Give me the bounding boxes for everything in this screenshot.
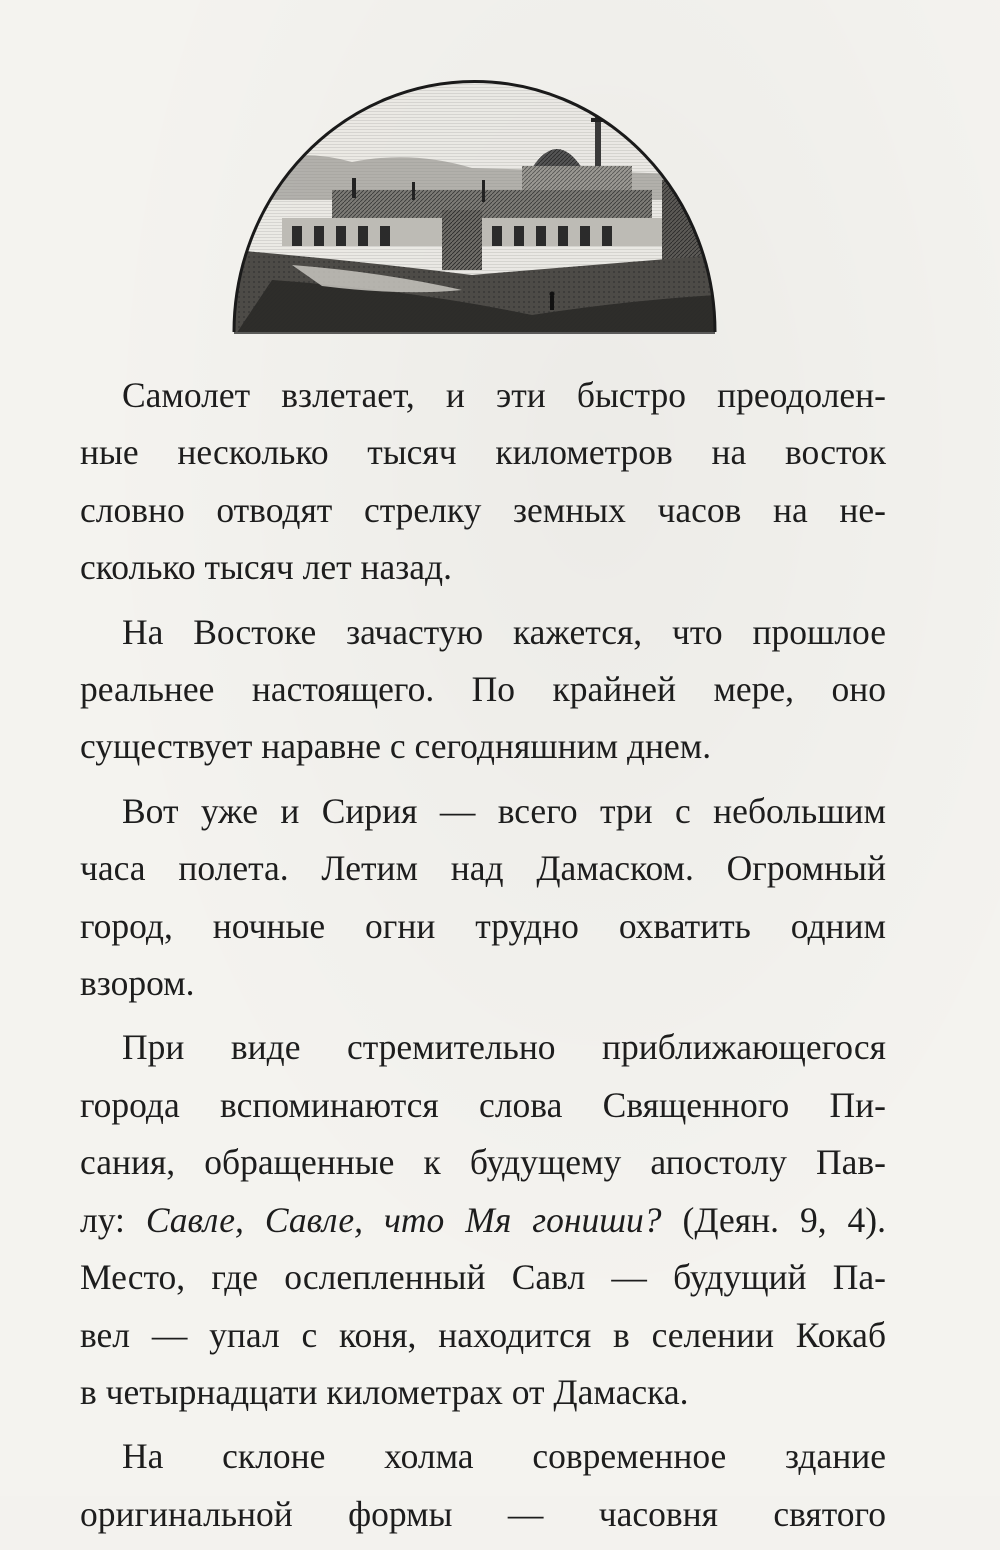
main-text bbox=[80, 367, 886, 1550]
quote-prefix: лу: bbox=[80, 1199, 146, 1240]
text-line: Самолет взлетает, и эти быстро преодолен- bbox=[122, 375, 886, 415]
text-line: оригинальной формы — часовня святого bbox=[80, 1493, 886, 1534]
text-line: город, ночные огни трудно охватить одним bbox=[80, 905, 886, 946]
text-line: При виде стремительно приближающегося bbox=[122, 1027, 886, 1068]
text-line: часа полета. Летим над Дамаском. Огромный bbox=[80, 848, 886, 889]
text-line: вел — упал с коня, находится в селении Кокаб bbox=[80, 1314, 886, 1355]
text-line: ные несколько тысяч километров на восток bbox=[80, 432, 886, 473]
text-line: взором. bbox=[80, 963, 195, 1004]
scripture-reference: (Деян. 9, 4). bbox=[661, 1199, 886, 1240]
paragraph-2 bbox=[80, 604, 886, 776]
paragraph-3 bbox=[80, 783, 886, 1013]
paragraph-1 bbox=[80, 367, 886, 597]
text-line: На склоне холма современное здание bbox=[122, 1436, 886, 1477]
paragraph-4 bbox=[80, 1019, 886, 1421]
text-line: города вспоминаются слова Священного Пи- bbox=[80, 1084, 886, 1125]
paragraph-5 bbox=[80, 1428, 886, 1543]
text-line: сания, обращенные к будущему апостолу Пав- bbox=[80, 1142, 886, 1183]
damascus-engraving-illustration bbox=[232, 50, 717, 340]
text-line: Вот уже и Сирия — всего три с небольшим bbox=[122, 790, 886, 831]
text-line: в четырнадцати километрах от Дамаска. bbox=[80, 1371, 689, 1412]
text-line-with-quote bbox=[80, 1192, 886, 1249]
text-line: сколько тысяч лет назад. bbox=[80, 547, 452, 588]
text-line: На Востоке зачастую кажется, что прошлое bbox=[122, 611, 886, 652]
scripture-quote: Савле, Савле, что Мя гониши? bbox=[145, 1199, 662, 1240]
text-line: Место, где ослепленный Савл — будущий Па- bbox=[80, 1257, 886, 1298]
text-line: реальнее настоящего. По крайней мере, оно bbox=[80, 669, 886, 710]
text-line: существует наравне с сегодняшним днем. bbox=[80, 726, 712, 767]
text-line: словно отводят стрелку земных часов на не- bbox=[80, 489, 886, 530]
